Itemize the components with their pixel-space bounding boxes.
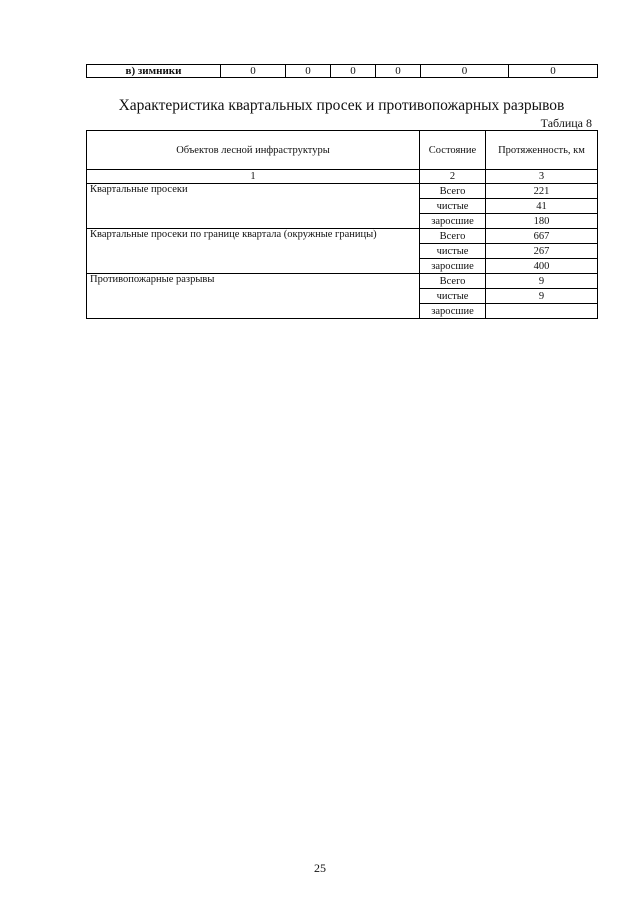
table-title: Характеристика квартальных просек и противопожарных разрывов [118, 97, 565, 114]
row-value: 0 [286, 65, 331, 78]
row-value: 0 [376, 65, 421, 78]
length-cell: 9 [486, 289, 598, 304]
object-name: Квартальные просеки [87, 184, 420, 229]
state-cell: чистые [420, 289, 486, 304]
state-cell: чистые [420, 244, 486, 259]
object-name: Квартальные просеки по границе квартала (окружные границы) [87, 229, 420, 274]
column-number: 2 [420, 170, 486, 184]
object-name: Противопожарные разрывы [87, 274, 420, 319]
table-row [87, 274, 598, 289]
row-value: 0 [331, 65, 376, 78]
state-cell: заросшие [420, 259, 486, 274]
row-value: 0 [421, 65, 509, 78]
state-cell: заросшие [420, 214, 486, 229]
table-row [87, 229, 598, 244]
state-cell: Всего [420, 229, 486, 244]
header-length: Протяженность, км [486, 131, 598, 170]
header-state: Состояние [420, 131, 486, 170]
state-cell: Всего [420, 274, 486, 289]
clearings-table [86, 130, 597, 319]
column-number: 3 [486, 170, 598, 184]
table-number: Таблица 8 [540, 116, 592, 130]
state-cell: чистые [420, 199, 486, 214]
table-row [87, 184, 598, 199]
row-label: в) зимники [87, 65, 221, 78]
page-number: 25 [314, 861, 326, 875]
row-value: 0 [509, 65, 598, 78]
column-number: 1 [87, 170, 420, 184]
state-cell: Всего [420, 184, 486, 199]
previous-table-row [86, 64, 597, 78]
length-cell: 221 [486, 184, 598, 199]
length-cell: 267 [486, 244, 598, 259]
length-cell: 400 [486, 259, 598, 274]
length-cell: 180 [486, 214, 598, 229]
row-value: 0 [221, 65, 286, 78]
length-cell: 41 [486, 199, 598, 214]
length-cell [486, 304, 598, 319]
header-objects: Объектов лесной инфраструктуры [87, 131, 420, 170]
state-cell: заросшие [420, 304, 486, 319]
length-cell: 9 [486, 274, 598, 289]
length-cell: 667 [486, 229, 598, 244]
